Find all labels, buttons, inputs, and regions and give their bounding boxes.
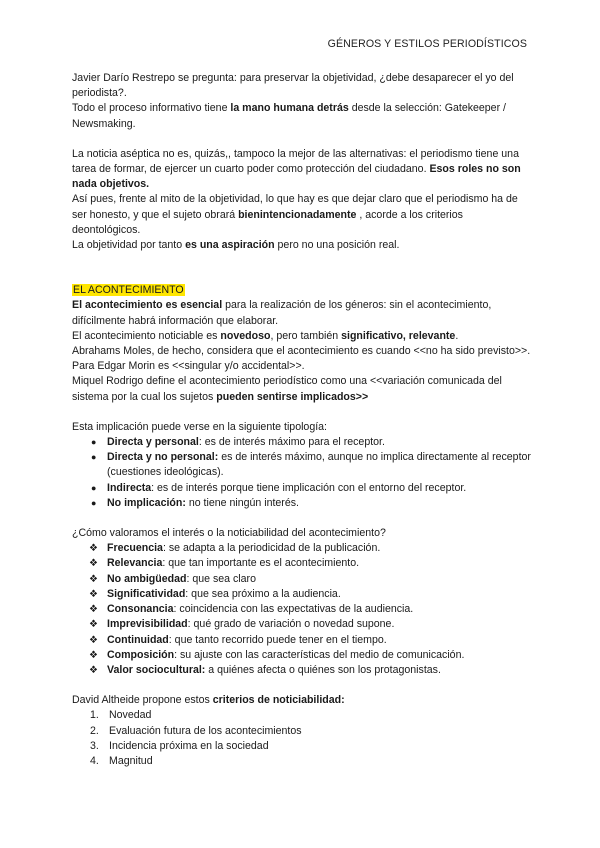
intro-paragraph-3: La noticia aséptica no es, quizás,, tampoco la mejor de las alternativas: el periodismo tiene una tarea de formar, de ejercer un cuarto poder como protección del ciudadano. Esos roles no son nada objetivos. [72,147,521,191]
bullet-icon: ● [91,497,97,508]
list-item: ❖ Continuidad: que tanto recorrido puede tener en el tiempo. [72,633,532,648]
list-number: 1. [90,709,99,722]
document-body [72,71,532,769]
list-item: ❖ Valor sociocultural: a quiénes afecta o quiénes son los protagonistas. [72,663,532,678]
diamond-bullet-icon: ❖ [89,543,98,555]
intro-paragraph-5: La objetividad por tanto es una aspiración pero no una posición real. [72,239,400,252]
criteria-intro: ¿Cómo valoramos el interés o la noticiabilidad del acontecimiento? [72,527,386,540]
section-paragraph-2: El acontecimiento noticiable es novedoso, pero también significativo, relevante. [72,329,459,342]
altheide-list [72,708,532,769]
section-paragraph-1: El acontecimiento es esencial para la realización de los géneros: sin el acontecimiento, difícilmente habrá información que elaborar. [72,299,492,327]
list-item: ❖ Composición: su ajuste con las características del medio de comunicación. [72,648,532,663]
list-item: 3. Incidencia próxima en la sociedad [72,739,532,754]
list-number: 4. [90,754,99,767]
altheide-intro: David Altheide propone estos criterios de noticiabilidad: [72,694,345,707]
section-paragraph-4: Miquel Rodrigo define el acontecimiento periodístico como una <<variación comunicada del sistema por la cual los sujetos pueden sentirse implicados>> [72,375,502,403]
intro-paragraph-2: Todo el proceso informativo tiene la mano humana detrás desde la selección: Gatekeeper / Newsmaking. [72,102,506,130]
criteria-list [72,541,532,678]
list-item: 1. Novedad [72,708,532,723]
page-header: GÉNEROS Y ESTILOS PERIODÍSTICOS [327,38,527,50]
bullet-icon: ● [91,437,97,448]
list-item: 4. Magnitud [72,754,532,769]
section-title: EL ACONTECIMIENTO [73,284,184,297]
diamond-bullet-icon: ❖ [89,664,98,676]
diamond-bullet-icon: ❖ [89,604,98,616]
typology-list [72,435,532,511]
list-item: 2. Evaluación futura de los acontecimientos [72,724,532,739]
list-item: ● Indirecta: es de interés porque tiene implicación con el entorno del receptor. [72,481,532,496]
diamond-bullet-icon: ❖ [89,588,98,600]
list-item: ❖ Frecuencia: se adapta a la periodicidad de la publicación. [72,541,532,556]
list-item: ● No implicación: no tiene ningún interés. [72,496,532,511]
diamond-bullet-icon: ❖ [89,634,98,646]
typology-intro: Esta implicación puede verse en la siguiente tipología: [72,420,327,433]
list-item: ❖ No ambigüedad: que sea claro [72,572,532,587]
list-item: ● Directa y personal: es de interés máximo para el receptor. [72,435,532,450]
list-item: ❖ Imprevisibilidad: qué grado de variación o novedad supone. [72,617,532,632]
diamond-bullet-icon: ❖ [89,573,98,585]
list-item: ❖ Significatividad: que sea próximo a la audiencia. [72,587,532,602]
section-paragraph-3: Abrahams Moles, de hecho, considera que el acontecimiento es cuando <<no ha sido previsto>>. Para Edgar Morin es <<singular y/o accidental>>. [72,345,531,373]
diamond-bullet-icon: ❖ [89,649,98,661]
list-item: ❖ Consonancia: coincidencia con las expectativas de la audiencia. [72,602,532,617]
intro-paragraph-4: Así pues, frente al mito de la objetividad, lo que hay es que dejar claro que el periodismo ha de ser honesto, y que el sujeto obrará bienintencionadamente , acorde a los criterios deontológicos. [72,193,518,236]
list-number: 2. [90,724,99,737]
bullet-icon: ● [91,482,97,493]
bullet-icon: ● [91,452,97,463]
diamond-bullet-icon: ❖ [89,619,98,631]
diamond-bullet-icon: ❖ [89,558,98,570]
intro-paragraph-1: Javier Darío Restrepo se pregunta: para preservar la objetividad, ¿debe desaparecer el yo del periodista?. [72,72,514,100]
list-item: ❖ Relevancia: que tan importante es el acontecimiento. [72,556,532,571]
list-number: 3. [90,739,99,752]
list-item: ● Directa y no personal: es de interés máximo, aunque no implica directamente al receptor (cuestiones ideológicas). [91,451,531,479]
